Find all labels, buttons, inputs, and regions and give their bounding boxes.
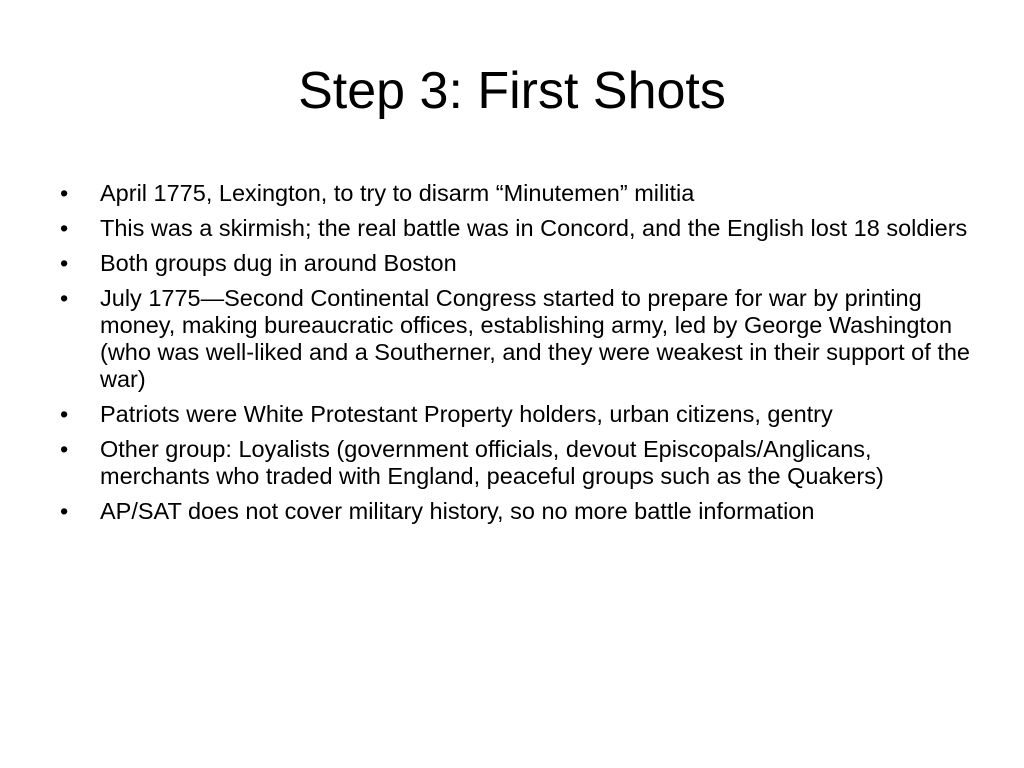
bullet-text: AP/SAT does not cover military history, so no more battle information [100,498,815,524]
bullet-marker: • [60,215,69,241]
bullet-text: Patriots were White Protestant Property holders, urban citizens, gentry [100,401,833,427]
bullet-item [60,180,970,207]
bullet-text: July 1775—Second Continental Congress started to prepare for war by printing money, making bureaucratic offices, establishing army, led by George Washington (who was well-liked and a Southerner, and they were weakest in their support of the war) [100,285,970,392]
bullet-text: April 1775, Lexington, to try to disarm “Minutemen” militia [100,180,695,206]
bullet-marker: • [60,498,69,524]
bullet-item [60,498,970,525]
bullet-text: This was a skirmish; the real battle was in Concord, and the English lost 18 soldiers [100,215,968,241]
bullet-item [60,401,970,428]
bullet-item [60,215,970,242]
bullet-text: Other group: Loyalists (government officials, devout Episcopals/Anglicans, merchants who traded with England, peaceful groups such as the Quakers) [100,436,884,489]
bullet-marker: • [60,250,69,276]
bullet-marker: • [60,401,69,427]
bullet-list [60,180,970,533]
bullet-item [60,250,970,277]
bullet-text: Both groups dug in around Boston [100,250,457,276]
bullet-marker: • [60,180,69,206]
bullet-marker: • [60,436,69,462]
slide-title: Step 3: First Shots [298,62,726,120]
bullet-item [60,285,970,393]
bullet-item [60,436,970,490]
bullet-marker: • [60,285,69,311]
